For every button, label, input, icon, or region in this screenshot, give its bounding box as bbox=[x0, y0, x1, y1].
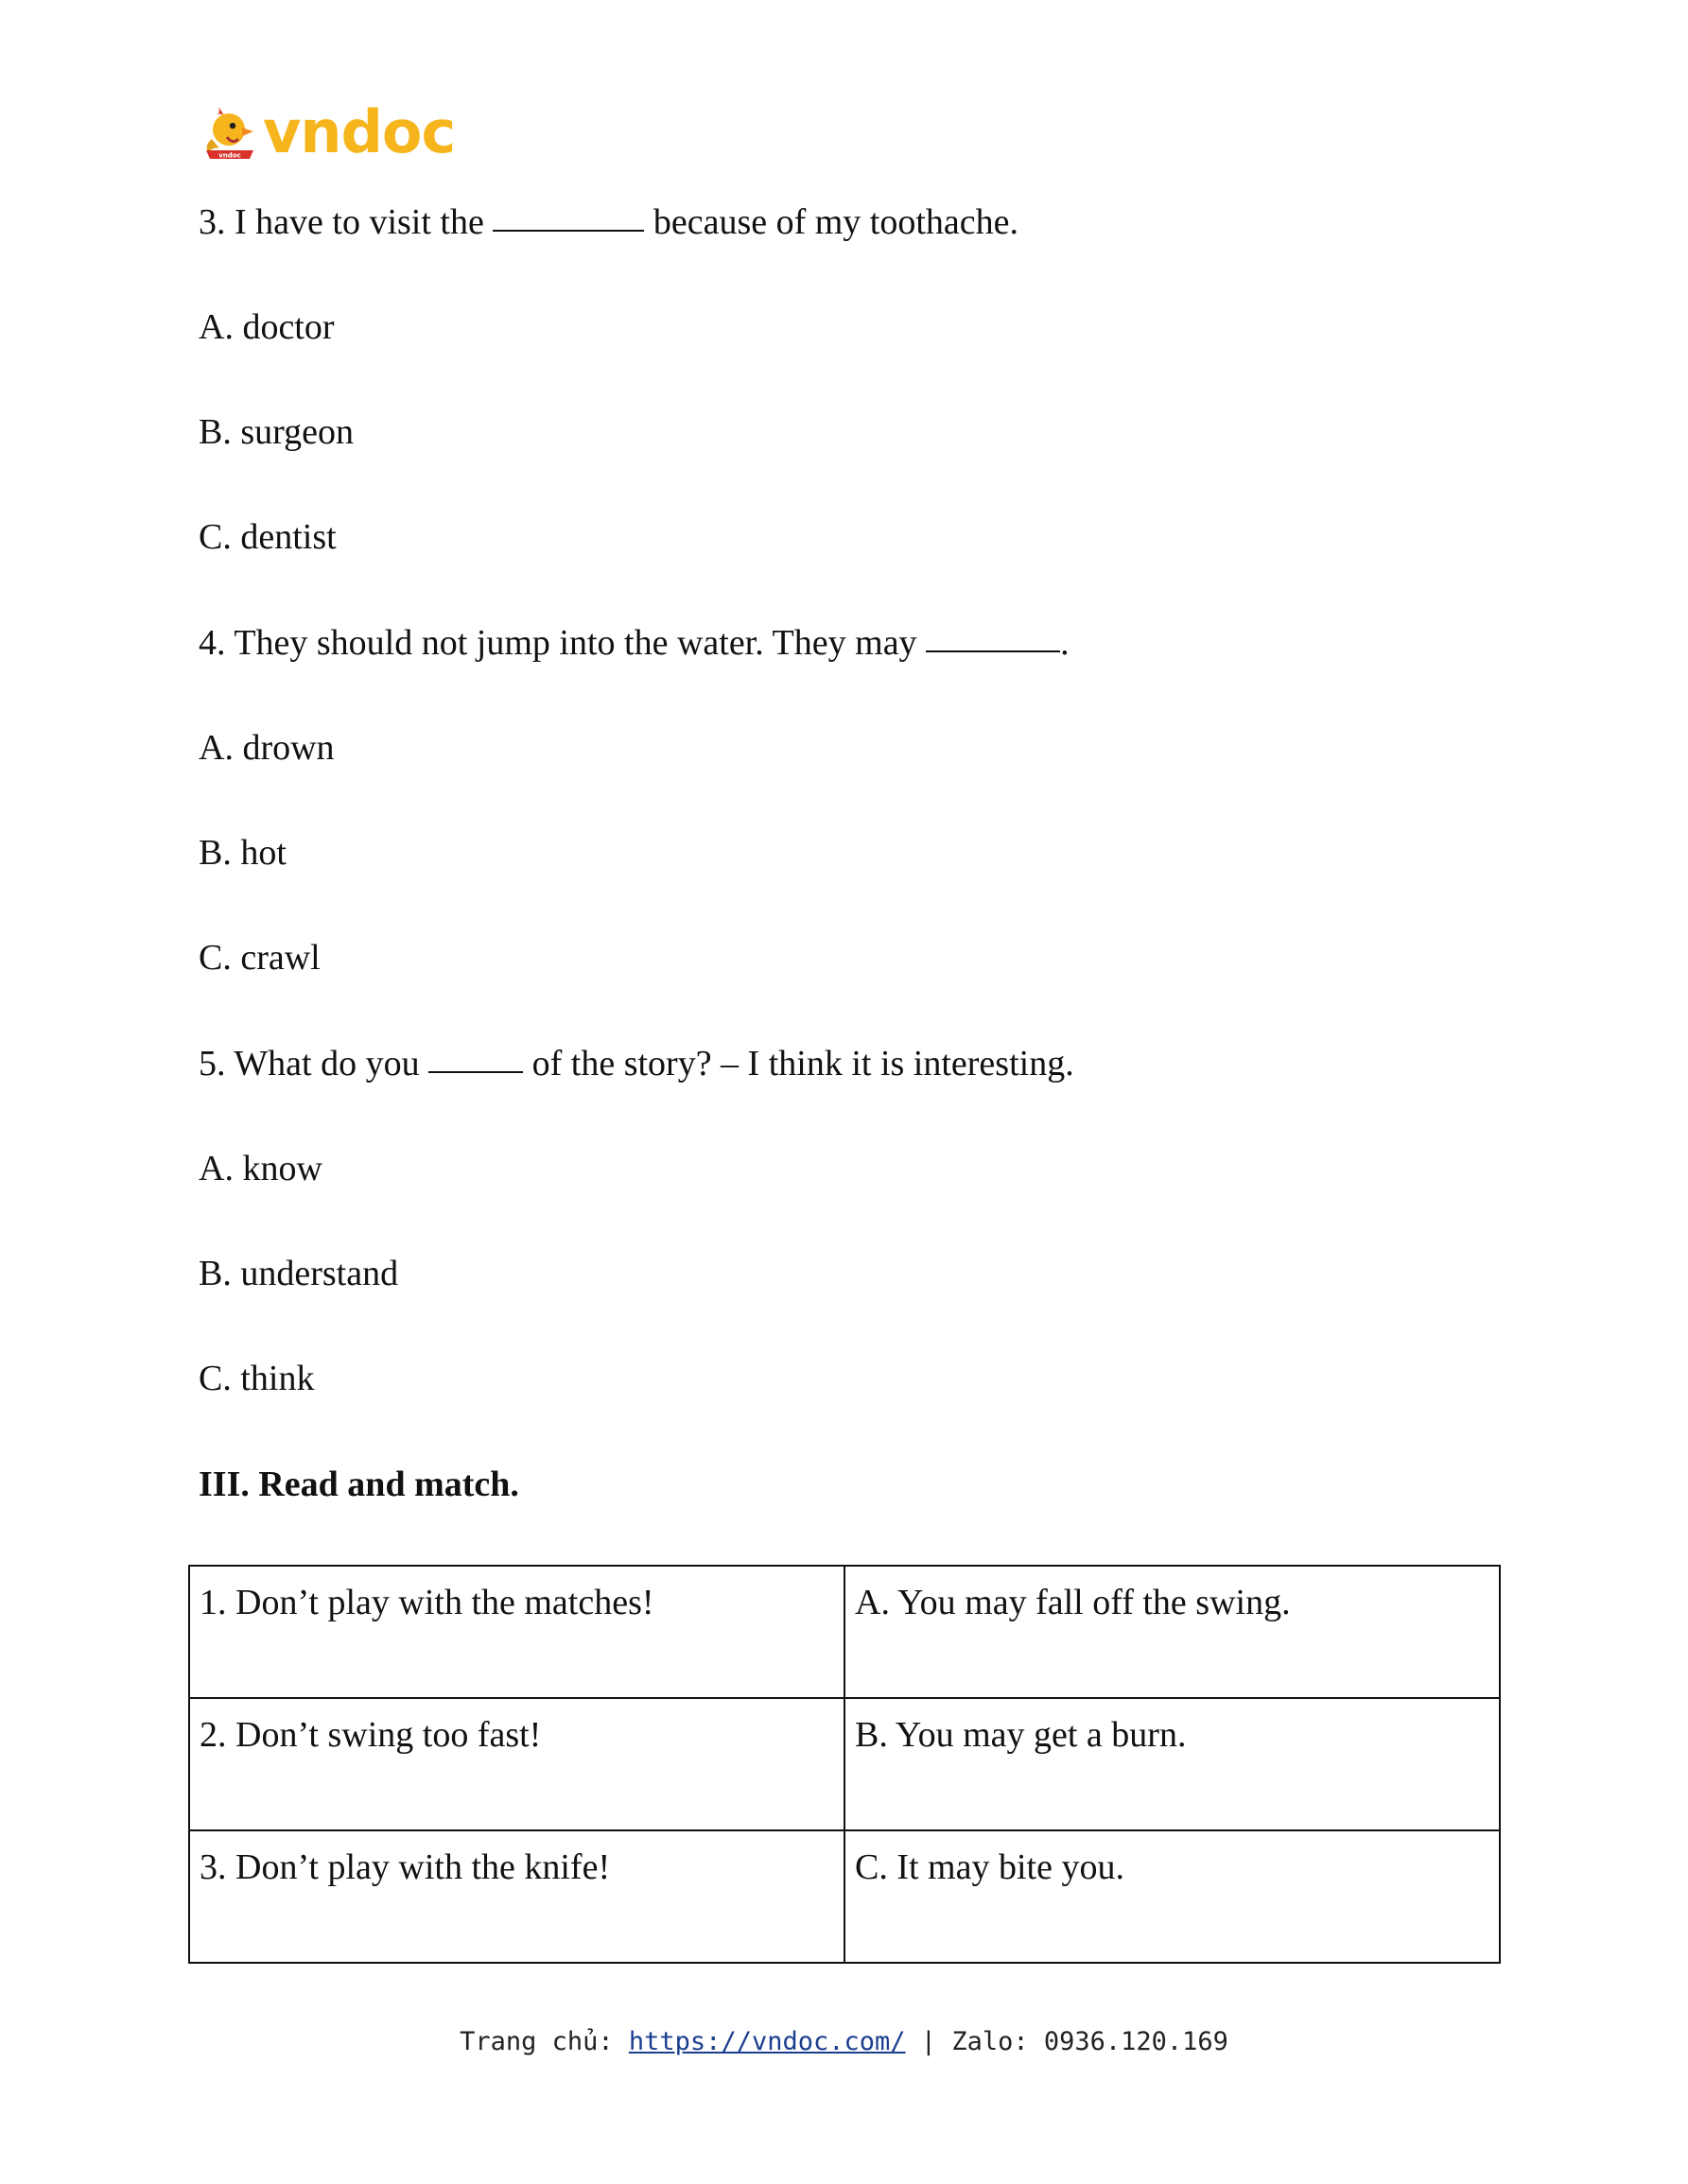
question-4-blank bbox=[926, 650, 1060, 652]
homepage-link[interactable]: https://vndoc.com/ bbox=[628, 2027, 906, 2056]
question-5-blank bbox=[428, 1071, 523, 1073]
table-cell-left: 1. Don’t play with the matches! bbox=[189, 1566, 844, 1698]
question-3-option-c: C. dentist bbox=[199, 517, 337, 557]
question-3-blank bbox=[493, 230, 644, 232]
match-table bbox=[188, 1565, 1501, 1964]
question-3-stem-start: 3. I have to visit the bbox=[199, 202, 484, 242]
table-cell-right: A. You may fall off the swing. bbox=[844, 1566, 1500, 1698]
table-cell-left: 3. Don’t play with the knife! bbox=[189, 1830, 844, 1963]
question-5-stem-start: 5. What do you bbox=[199, 1044, 420, 1083]
question-5-option-a: A. know bbox=[199, 1149, 322, 1188]
table-row bbox=[189, 1830, 1500, 1963]
question-4-option-c: C. crawl bbox=[199, 938, 321, 978]
logo-text: vndoc bbox=[263, 97, 456, 166]
table-row bbox=[189, 1698, 1500, 1830]
question-4-option-a: A. drown bbox=[199, 728, 335, 768]
question-4-stem-start: 4. They should not jump into the water. They may bbox=[199, 623, 917, 663]
table-cell-right: B. You may get a burn. bbox=[844, 1698, 1500, 1830]
question-5-option-c: C. think bbox=[199, 1359, 315, 1398]
footer-prefix: Trang chủ: bbox=[460, 2027, 614, 2056]
footer-zalo: Zalo: 0936.120.169 bbox=[951, 2027, 1228, 2056]
table-cell-right: C. It may bite you. bbox=[844, 1830, 1500, 1963]
question-4-option-b: B. hot bbox=[199, 833, 287, 873]
question-3-stem-end: because of my toothache. bbox=[653, 202, 1019, 242]
question-3-option-a: A. doctor bbox=[199, 307, 335, 347]
question-5-option-b: B. understand bbox=[199, 1254, 399, 1293]
logo-badge-text: vndoc bbox=[218, 151, 241, 160]
question-3-option-b: B. surgeon bbox=[199, 412, 354, 452]
rooster-mascot-icon bbox=[199, 101, 261, 164]
section-heading: III. Read and match. bbox=[199, 1465, 519, 1504]
question-3 bbox=[199, 204, 1018, 240]
table-cell-left: 2. Don’t swing too fast! bbox=[189, 1698, 844, 1830]
vndoc-logo bbox=[199, 97, 456, 166]
question-5-stem-end: of the story? – I think it is interesting. bbox=[531, 1044, 1074, 1083]
page-footer bbox=[0, 2027, 1688, 2056]
table-row bbox=[189, 1566, 1500, 1698]
question-4 bbox=[199, 625, 1070, 661]
question-5 bbox=[199, 1046, 1074, 1082]
footer-separator: | bbox=[920, 2027, 937, 2056]
question-4-stem-end: . bbox=[1060, 623, 1070, 663]
